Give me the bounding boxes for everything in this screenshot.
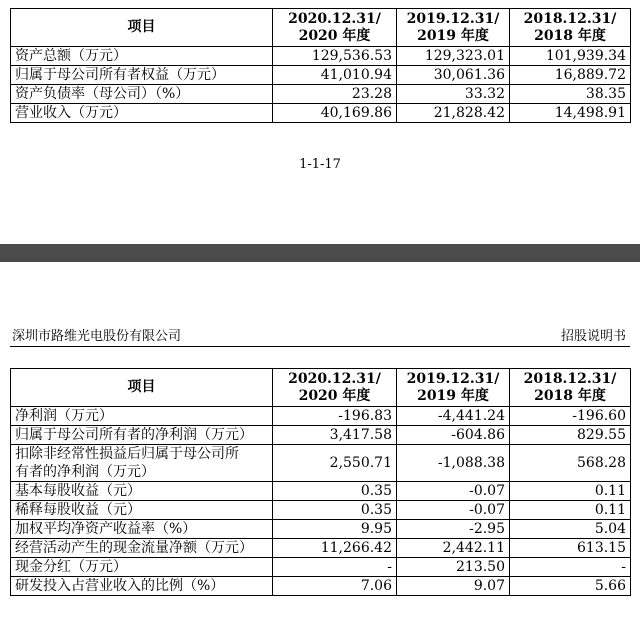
row-label: 基本每股收益（元） (11, 482, 273, 501)
value-2018: 568.28 (510, 445, 631, 482)
value-2018: 5.66 (510, 577, 631, 596)
header-2020-line2: 2020 年度 (298, 387, 371, 404)
value-2019: -0.07 (397, 482, 510, 501)
header-2019-line2: 2019 年度 (417, 27, 489, 44)
row-label: 营业收入（万元） (11, 104, 273, 123)
header-item: 项目 (11, 9, 273, 47)
table-row (11, 482, 631, 501)
value-2018: 5.04 (510, 520, 631, 539)
value-2020: 3,417.58 (273, 426, 397, 445)
table-row (11, 407, 631, 426)
page-number: 1-1-17 (299, 157, 341, 172)
value-2020: - (273, 558, 397, 577)
value-2019: -1,088.38 (397, 445, 510, 482)
document-type: 招股说明书 (560, 329, 626, 344)
page-separator (0, 244, 640, 262)
table-header-row (11, 369, 631, 407)
header-2018-line1: 2018.12.31/ (523, 370, 617, 387)
value-2019: -604.86 (397, 426, 510, 445)
value-2020: 41,010.94 (273, 66, 397, 85)
value-2019: -2.95 (397, 520, 510, 539)
table-header-row (11, 9, 631, 47)
header-2018-line2: 2018 年度 (534, 387, 606, 404)
table-row (11, 445, 631, 482)
value-2020: 2,550.71 (273, 445, 397, 482)
header-2019 (397, 9, 510, 47)
table-row (11, 501, 631, 520)
financial-table-income (10, 368, 631, 596)
value-2018: 829.55 (510, 426, 631, 445)
header-2019 (397, 369, 510, 407)
row-label: 加权平均净资产收益率（%） (11, 520, 273, 539)
financial-table-balance (10, 8, 631, 123)
header-2019-line2: 2019 年度 (417, 387, 489, 404)
value-2020: 9.95 (273, 520, 397, 539)
value-2018: 14,498.91 (510, 104, 631, 123)
page-top (0, 0, 640, 244)
value-2018: 0.11 (510, 482, 631, 501)
value-2020: -196.83 (273, 407, 397, 426)
table-row (11, 104, 631, 123)
row-label-line1: 扣除非经常性损益后归属于母公司所 (15, 446, 239, 462)
value-2020: 40,169.86 (273, 104, 397, 123)
table-row (11, 47, 631, 66)
header-item: 项目 (11, 369, 273, 407)
value-2019: 33.32 (397, 85, 510, 104)
table-row (11, 520, 631, 539)
header-2020-line2: 2020 年度 (298, 27, 371, 44)
value-2020: 0.35 (273, 501, 397, 520)
row-label: 归属于母公司所有者的净利润（万元） (11, 426, 273, 445)
page-bottom (0, 262, 640, 619)
value-2018: 16,889.72 (510, 66, 631, 85)
row-label-line2: 有者的净利润（万元） (15, 464, 155, 480)
row-label: 净利润（万元） (11, 407, 273, 426)
value-2020: 7.06 (273, 577, 397, 596)
value-2019: -0.07 (397, 501, 510, 520)
table-row (11, 426, 631, 445)
header-2020-line1: 2020.12.31/ (288, 10, 381, 27)
header-2019-line1: 2019.12.31/ (406, 10, 500, 27)
row-label: 经营活动产生的现金流量净额（万元） (11, 539, 273, 558)
header-2020 (273, 9, 397, 47)
value-2020: 11,266.42 (273, 539, 397, 558)
value-2018: 0.11 (510, 501, 631, 520)
header-2018-line2: 2018 年度 (534, 27, 606, 44)
row-label: 资产负债率（母公司）（%） (11, 85, 273, 104)
header-2019-line1: 2019.12.31/ (406, 370, 500, 387)
header-2018 (510, 9, 631, 47)
value-2019: 30,061.36 (397, 66, 510, 85)
value-2020: 0.35 (273, 482, 397, 501)
value-2019: -4,441.24 (397, 407, 510, 426)
value-2019: 9.07 (397, 577, 510, 596)
company-name: 深圳市路维光电股份有限公司 (12, 329, 182, 344)
header-2018-line1: 2018.12.31/ (523, 10, 617, 27)
value-2020: 23.28 (273, 85, 397, 104)
row-label: 归属于母公司所有者权益（万元） (11, 66, 273, 85)
row-label: 资产总额（万元） (11, 47, 273, 66)
header-divider (10, 346, 630, 347)
table-row (11, 66, 631, 85)
value-2018: -196.60 (510, 407, 631, 426)
table-row (11, 539, 631, 558)
value-2018: 101,939.34 (510, 47, 631, 66)
value-2019: 21,828.42 (397, 104, 510, 123)
header-2018 (510, 369, 631, 407)
row-label: 研发投入占营业收入的比例（%） (11, 577, 273, 596)
table-row (11, 85, 631, 104)
row-label (11, 445, 273, 482)
row-label: 现金分红（万元） (11, 558, 273, 577)
value-2019: 2,442.11 (397, 539, 510, 558)
table-row (11, 558, 631, 577)
value-2018: 38.35 (510, 85, 631, 104)
table-row (11, 577, 631, 596)
value-2018: 613.15 (510, 539, 631, 558)
header-2020-line1: 2020.12.31/ (288, 370, 381, 387)
header-2020 (273, 369, 397, 407)
value-2019: 129,323.01 (397, 47, 510, 66)
value-2019: 213.50 (397, 558, 510, 577)
value-2018: - (510, 558, 631, 577)
row-label: 稀释每股收益（元） (11, 501, 273, 520)
value-2020: 129,536.53 (273, 47, 397, 66)
